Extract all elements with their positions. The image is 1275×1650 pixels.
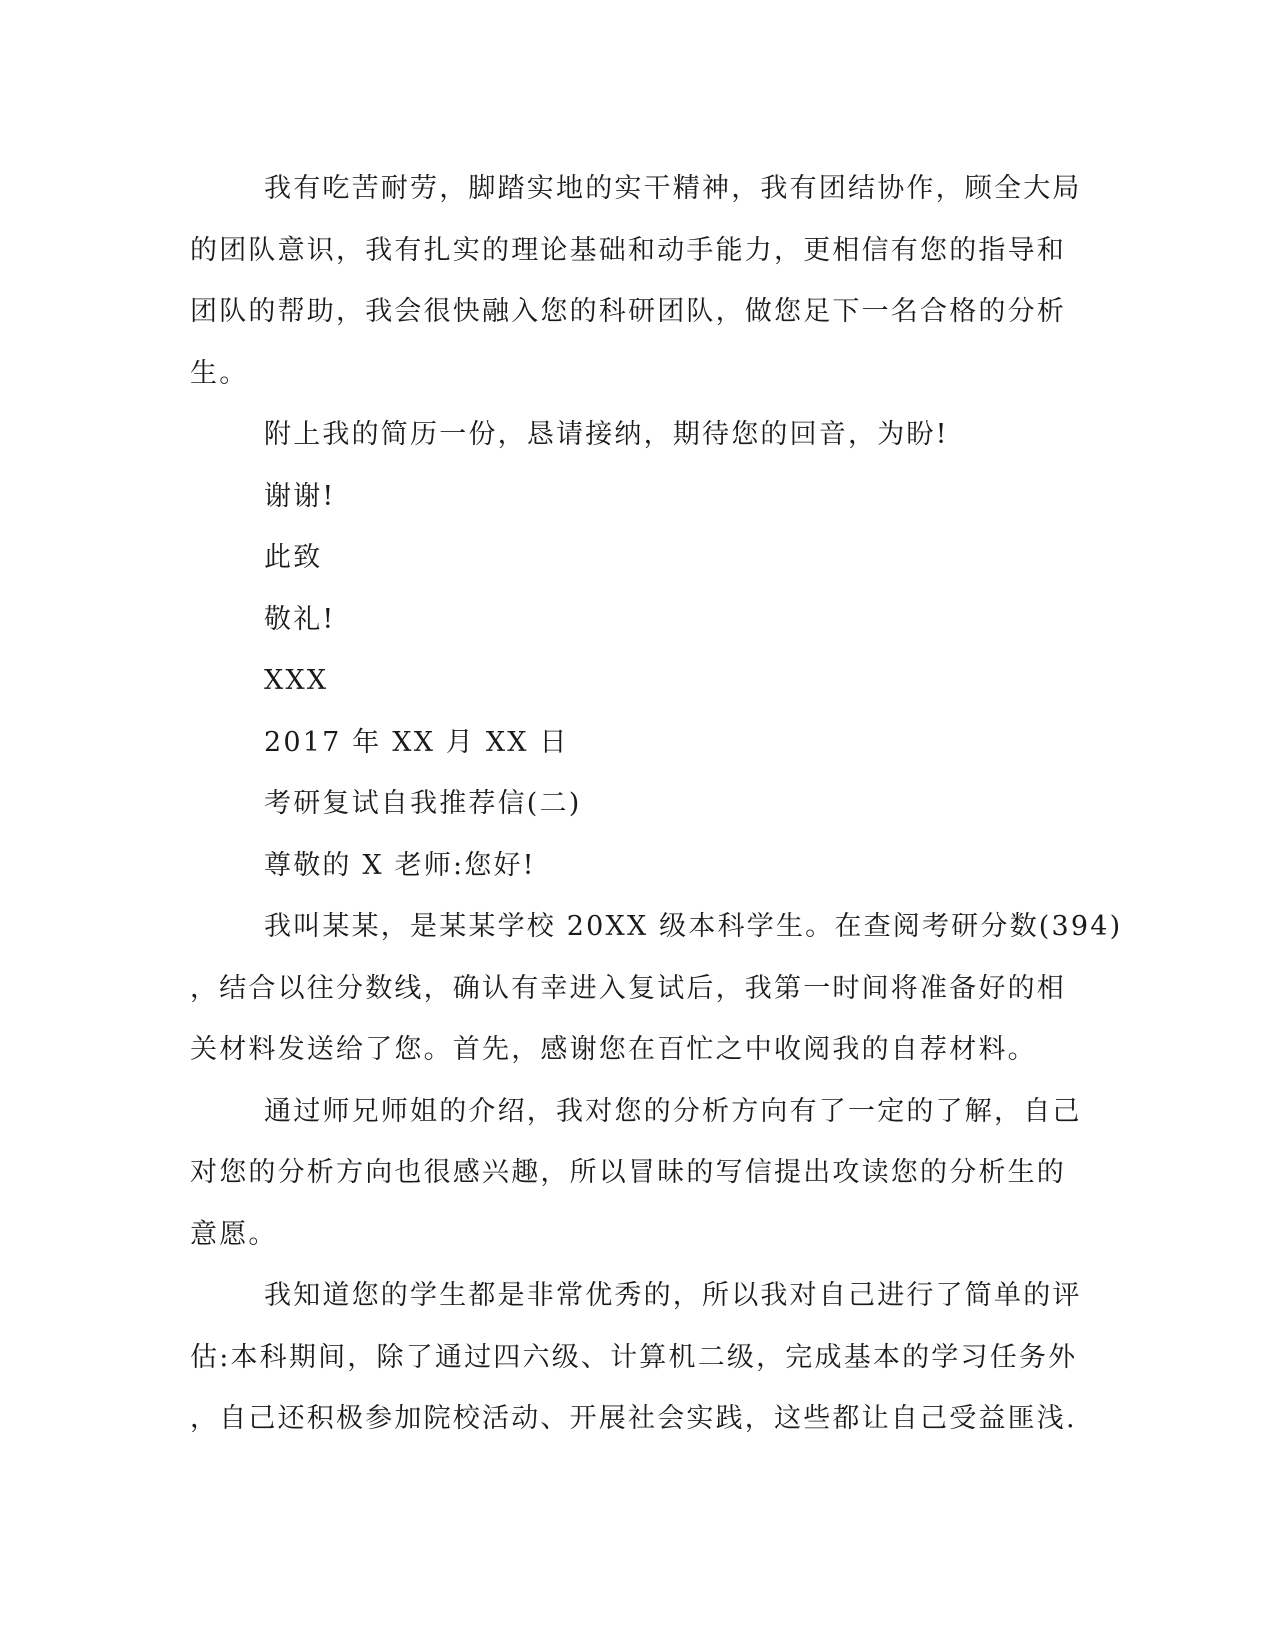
closing-salutation: 此致 [264,542,323,573]
paragraph-interest [190,1081,1080,1266]
text-line: 我知道您的学生都是非常优秀的，所以我对自己进行了简单的评 [264,1280,1082,1311]
text-line: 估:本科期间，除了通过四六级、计算机二级，完成基本的学习任务外 [190,1341,1078,1373]
paragraph-attachment: 附上我的简历一份，恳请接纳，期待您的回音，为盼! [264,419,949,450]
paragraph-thanks: 谢谢! [264,480,336,512]
text-line: 意愿。 [190,1218,278,1250]
greeting: 尊敬的 X 老师:您好! [264,849,536,881]
signature-name: XXX [264,665,329,696]
paragraph-self-assessment [190,1265,1080,1450]
paragraph-strengths [190,158,1080,404]
text-line: 对您的分析方向也很感兴趣，所以冒昧的写信提出攻读您的分析生的 [190,1157,1066,1188]
closing-regards: 敬礼! [264,603,336,635]
paragraph-introduction [190,896,1123,1081]
text-line: 关材料发送给了您。首先，感谢您在百忙之中收阅我的自荐材料。 [190,1034,1037,1065]
document-body [190,158,1123,1450]
text-line: 的团队意识，我有扎实的理论基础和动手能力，更相信有您的指导和 [190,234,1066,266]
text-line: 我有吃苦耐劳，脚踏实地的实干精神，我有团结协作，顾全大局 [264,173,1082,204]
text-line: 团队的帮助，我会很快融入您的科研团队，做您足下一名合格的分析 [190,296,1066,327]
text-line: 通过师兄师姐的介绍，我对您的分析方向有了一定的了解，自己 [264,1095,1082,1127]
text-line: ，结合以往分数线，确认有幸进入复试后，我第一时间将准备好的相 [190,972,1066,1004]
text-line: ，自己还积极参加院校活动、开展社会实践，这些都让自己受益匪浅. [190,1403,1077,1434]
text-line: 生。 [190,357,249,389]
section-title: 考研复试自我推荐信(二) [264,788,582,819]
signature-date: 2017 年 XX 月 XX 日 [264,726,569,758]
text-line: 我叫某某，是某某学校 20XX 级本科学生。在查阅考研分数(394) [264,911,1123,942]
